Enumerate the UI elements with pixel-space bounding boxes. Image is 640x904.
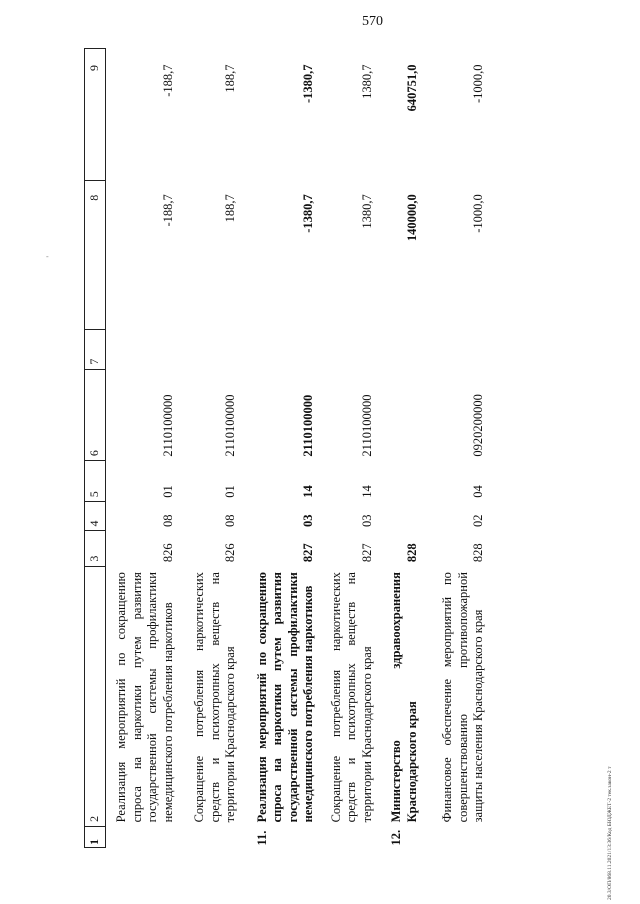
row-name: Реализация мероприятий по сокращению спроса на наркотики путем развития государственной системы профилактики немедицинского потребления наркотиков [114, 572, 175, 823]
row-number [319, 826, 378, 847]
cell-col-7 [106, 330, 179, 369]
cell-col-6: 2110100000 [223, 394, 237, 457]
cell-col-8: 1380,7 [359, 194, 374, 229]
cell-col-3: 827 [301, 543, 315, 563]
cell-col-9: -188,7 [160, 64, 175, 97]
cell-col-6: 0920200000 [471, 394, 485, 457]
cell-col-4: 02 [471, 514, 485, 527]
cell-col-7 [319, 330, 378, 369]
cell-col-6: 2110100000 [160, 394, 175, 457]
row-name: Сокращение потребления наркотических средств и психотропных веществ на территории Краснодарского края [192, 572, 237, 823]
cell-col-8: 188,7 [223, 194, 237, 223]
table-header-row [85, 49, 106, 848]
budget-table-rotated [84, 48, 614, 848]
cell-col-9: 188,7 [223, 64, 237, 93]
cell-col-8: -188,7 [160, 194, 175, 227]
row-number [106, 826, 179, 847]
table-row [377, 49, 422, 848]
table-row [178, 49, 241, 848]
cell-col-3: 827 [359, 543, 374, 563]
cell-col-9: -1000,0 [471, 64, 485, 104]
cell-col-8: 140000,0 [404, 194, 419, 242]
header-col-6: 6 [85, 369, 106, 460]
row-number [422, 826, 489, 847]
cell-col-7 [241, 330, 319, 369]
table-row [241, 49, 319, 848]
cell-col-9: -1380,7 [301, 64, 315, 104]
header-col-2: 2 [85, 566, 106, 826]
row-number [178, 826, 241, 847]
header-col-1: 1 [85, 826, 106, 847]
row-name: Министерство здравоохранения Краснодарского края [389, 572, 419, 823]
row-name: Финансовое обеспечение мероприятий по совершенствованию противопожарной защиты населения Краснодарского края [440, 572, 485, 823]
page-number: 570 [362, 14, 383, 29]
cell-col-4: 03 [359, 514, 374, 527]
cell-col-3: 826 [223, 543, 237, 563]
header-col-3: 3 [85, 531, 106, 566]
cell-col-9: 1380,7 [359, 64, 374, 99]
budget-table [84, 48, 489, 848]
cell-col-7 [377, 330, 422, 369]
table-row [106, 49, 179, 848]
cell-col-4: 03 [301, 514, 315, 527]
cell-col-3: 828 [471, 543, 485, 563]
stray-mark: - [46, 252, 49, 261]
cell-col-8: -1380,7 [301, 194, 315, 233]
cell-col-9: 640751,0 [404, 64, 419, 112]
cell-col-3: 828 [404, 543, 419, 563]
cell-col-4: 08 [223, 514, 237, 527]
cell-col-5: 14 [301, 485, 315, 498]
header-col-9: 9 [85, 49, 106, 181]
cell-col-5: 04 [471, 485, 485, 498]
header-col-7: 7 [85, 330, 106, 369]
cell-col-7 [422, 330, 489, 369]
table-row [319, 49, 378, 848]
cell-col-6 [377, 369, 422, 460]
row-name: Реализация мероприятий по сокращению спроса на наркотики путем развития государственной системы профилактики немедицинского потребления наркотиков [254, 572, 315, 823]
cell-col-5: 14 [359, 485, 374, 498]
cell-col-4: 08 [160, 514, 175, 527]
footer-code: 20.3/ОП/868.11.2021/13:36/Код БЮДЖЕТ-2 тек.закон-2 т [607, 766, 613, 900]
table-row [422, 49, 489, 848]
header-col-5: 5 [85, 461, 106, 502]
budget-table-frame [84, 48, 614, 848]
cell-col-6: 2110100000 [359, 394, 374, 457]
cell-col-5: 01 [160, 485, 175, 498]
cell-col-6: 2110100000 [301, 394, 315, 457]
row-name: Сокращение потребления наркотических средств и психотропных веществ на территории Краснодарского края [328, 572, 374, 823]
table-body [106, 49, 489, 848]
row-number: 12. [389, 829, 403, 846]
cell-col-8: -1000,0 [471, 194, 485, 233]
cell-col-5 [377, 461, 422, 502]
cell-col-7 [178, 330, 241, 369]
cell-col-3: 826 [160, 543, 175, 563]
cell-col-4 [377, 502, 422, 531]
header-col-4: 4 [85, 502, 106, 531]
row-number: 11. [254, 830, 269, 846]
cell-col-5: 01 [223, 485, 237, 498]
header-col-8: 8 [85, 180, 106, 330]
